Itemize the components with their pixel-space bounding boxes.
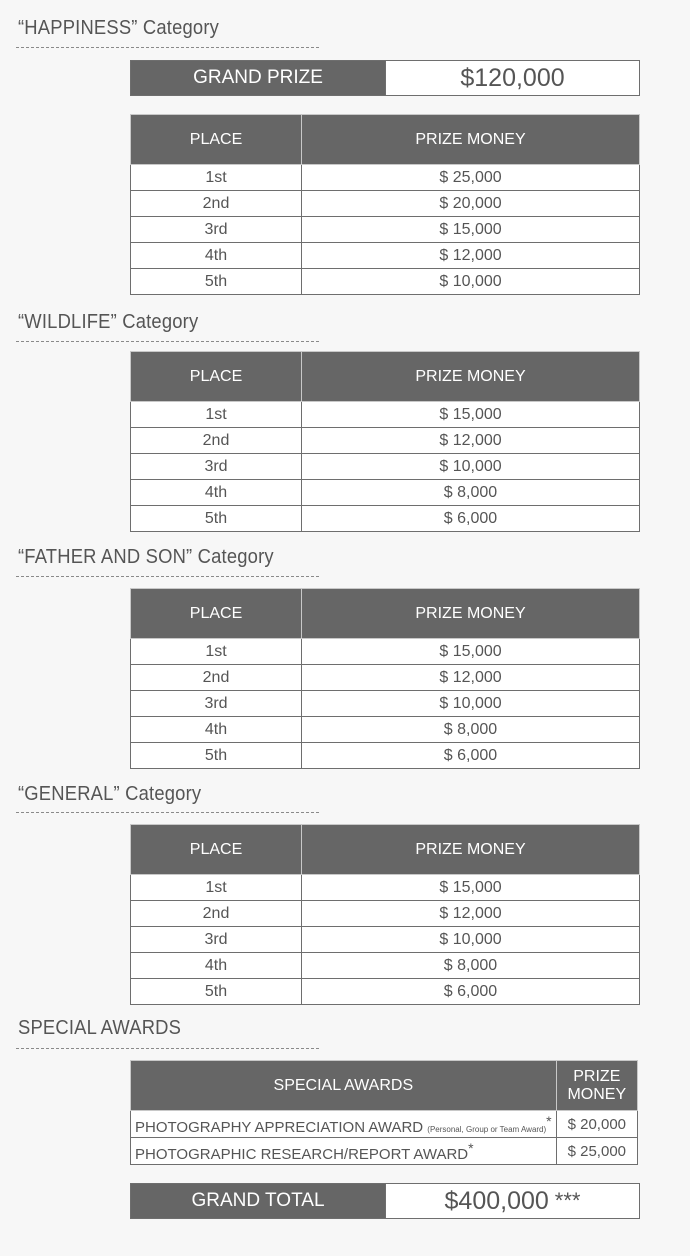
grand-total-value: $400,000 [444,1186,549,1215]
col-header-place: PLACE [131,825,302,875]
table-row [131,1111,638,1138]
table-row [131,269,640,295]
special-awards-heading: SPECIAL AWARDS [18,1017,182,1039]
category-heading-general: “GENERAL” Category [18,783,202,805]
place-cell: 4th [131,480,302,506]
col-header-prize-money: PRIZE MONEY [302,115,640,165]
category-heading-wildlife: “WILDLIFE” Category [18,311,199,333]
table-row [131,953,640,979]
table-row [131,717,640,743]
table-row [131,480,640,506]
prize-cell: $ 15,000 [302,402,640,428]
col-header-place: PLACE [131,589,302,639]
col-header-prize-money: PRIZE MONEY [302,589,640,639]
table-row [131,665,640,691]
category-heading-happiness: “HAPPINESS” Category [18,17,220,39]
asterisk-mark: * [468,1139,474,1156]
heading-divider [16,341,319,342]
col-header-prize-money: PRIZE MONEY [302,352,640,402]
place-cell: 2nd [131,901,302,927]
prize-cell: $ 25,000 [302,165,640,191]
place-cell: 5th [131,269,302,295]
place-cell: 2nd [131,428,302,454]
place-cell: 4th [131,717,302,743]
prize-cell: $ 8,000 [302,480,640,506]
prize-cell: $ 15,000 [302,217,640,243]
special-awards-table [130,1060,638,1165]
col-header-place: PLACE [131,352,302,402]
award-name-cell [131,1138,557,1165]
place-cell: 2nd [131,191,302,217]
table-row [131,506,640,532]
grand-total-box [130,1183,640,1219]
place-cell: 1st [131,639,302,665]
place-cell: 3rd [131,927,302,953]
prize-cell: $ 15,000 [302,639,640,665]
prize-table-general [130,824,640,1005]
heading-divider [16,1048,319,1049]
prize-cell: $ 12,000 [302,428,640,454]
col-header-prize-money: PRIZE MONEY [302,825,640,875]
table-row [131,875,640,901]
prize-cell: $ 10,000 [302,691,640,717]
col-header-prize-money: PRIZE MONEY [556,1061,637,1111]
prize-cell: $ 6,000 [302,743,640,769]
table-row [131,191,640,217]
col-header-place: PLACE [131,115,302,165]
table-row [131,165,640,191]
grand-total-stars: *** [554,1188,581,1213]
place-cell: 4th [131,243,302,269]
prize-cell: $ 12,000 [302,665,640,691]
award-name: PHOTOGRAPHIC RESEARCH/REPORT AWARD [135,1145,469,1163]
col-header-special-awards: SPECIAL AWARDS [131,1061,557,1111]
heading-divider [16,47,319,48]
grand-prize-value: $120,000 [460,63,565,92]
prize-cell: $ 10,000 [302,269,640,295]
table-row [131,243,640,269]
prize-cell: $ 10,000 [302,454,640,480]
prize-cell: $ 8,000 [302,717,640,743]
asterisk-mark: * [546,1112,552,1129]
place-cell: 3rd [131,454,302,480]
prize-cell: $ 10,000 [302,927,640,953]
heading-divider [16,812,319,813]
grand-total-label: GRAND TOTAL [131,1184,386,1218]
place-cell: 1st [131,402,302,428]
prize-cell: $ 25,000 [556,1138,637,1165]
prize-cell: $ 6,000 [302,506,640,532]
prize-cell: $ 8,000 [302,953,640,979]
grand-prize-box [130,60,640,96]
prize-cell: $ 20,000 [302,191,640,217]
table-row [131,428,640,454]
place-cell: 5th [131,979,302,1005]
table-row [131,402,640,428]
table-row [131,743,640,769]
place-cell: 1st [131,165,302,191]
table-row [131,979,640,1005]
category-heading-father-and-son: “FATHER AND SON” Category [18,546,274,568]
place-cell: 3rd [131,691,302,717]
prize-cell: $ 6,000 [302,979,640,1005]
table-row [131,901,640,927]
place-cell: 2nd [131,665,302,691]
place-cell: 4th [131,953,302,979]
grand-prize-label: GRAND PRIZE [131,61,386,95]
award-note: (Personal, Group or Team Award) [427,1124,547,1134]
prize-cell: $ 15,000 [302,875,640,901]
table-row [131,927,640,953]
table-row [131,1138,638,1165]
prize-cell: $ 12,000 [302,901,640,927]
place-cell: 5th [131,743,302,769]
table-row [131,639,640,665]
table-row [131,217,640,243]
place-cell: 1st [131,875,302,901]
prize-cell: $ 12,000 [302,243,640,269]
prize-cell: $ 20,000 [556,1111,637,1138]
award-name-cell [131,1111,557,1138]
prize-table-father-and-son [130,588,640,769]
prize-table-wildlife [130,351,640,532]
table-row [131,691,640,717]
place-cell: 5th [131,506,302,532]
table-row [131,454,640,480]
place-cell: 3rd [131,217,302,243]
prize-table-happiness [130,114,640,295]
grand-total-value-wrap [386,1184,639,1218]
heading-divider [16,576,319,577]
award-name: PHOTOGRAPHY APPRECIATION AWARD [135,1118,424,1136]
